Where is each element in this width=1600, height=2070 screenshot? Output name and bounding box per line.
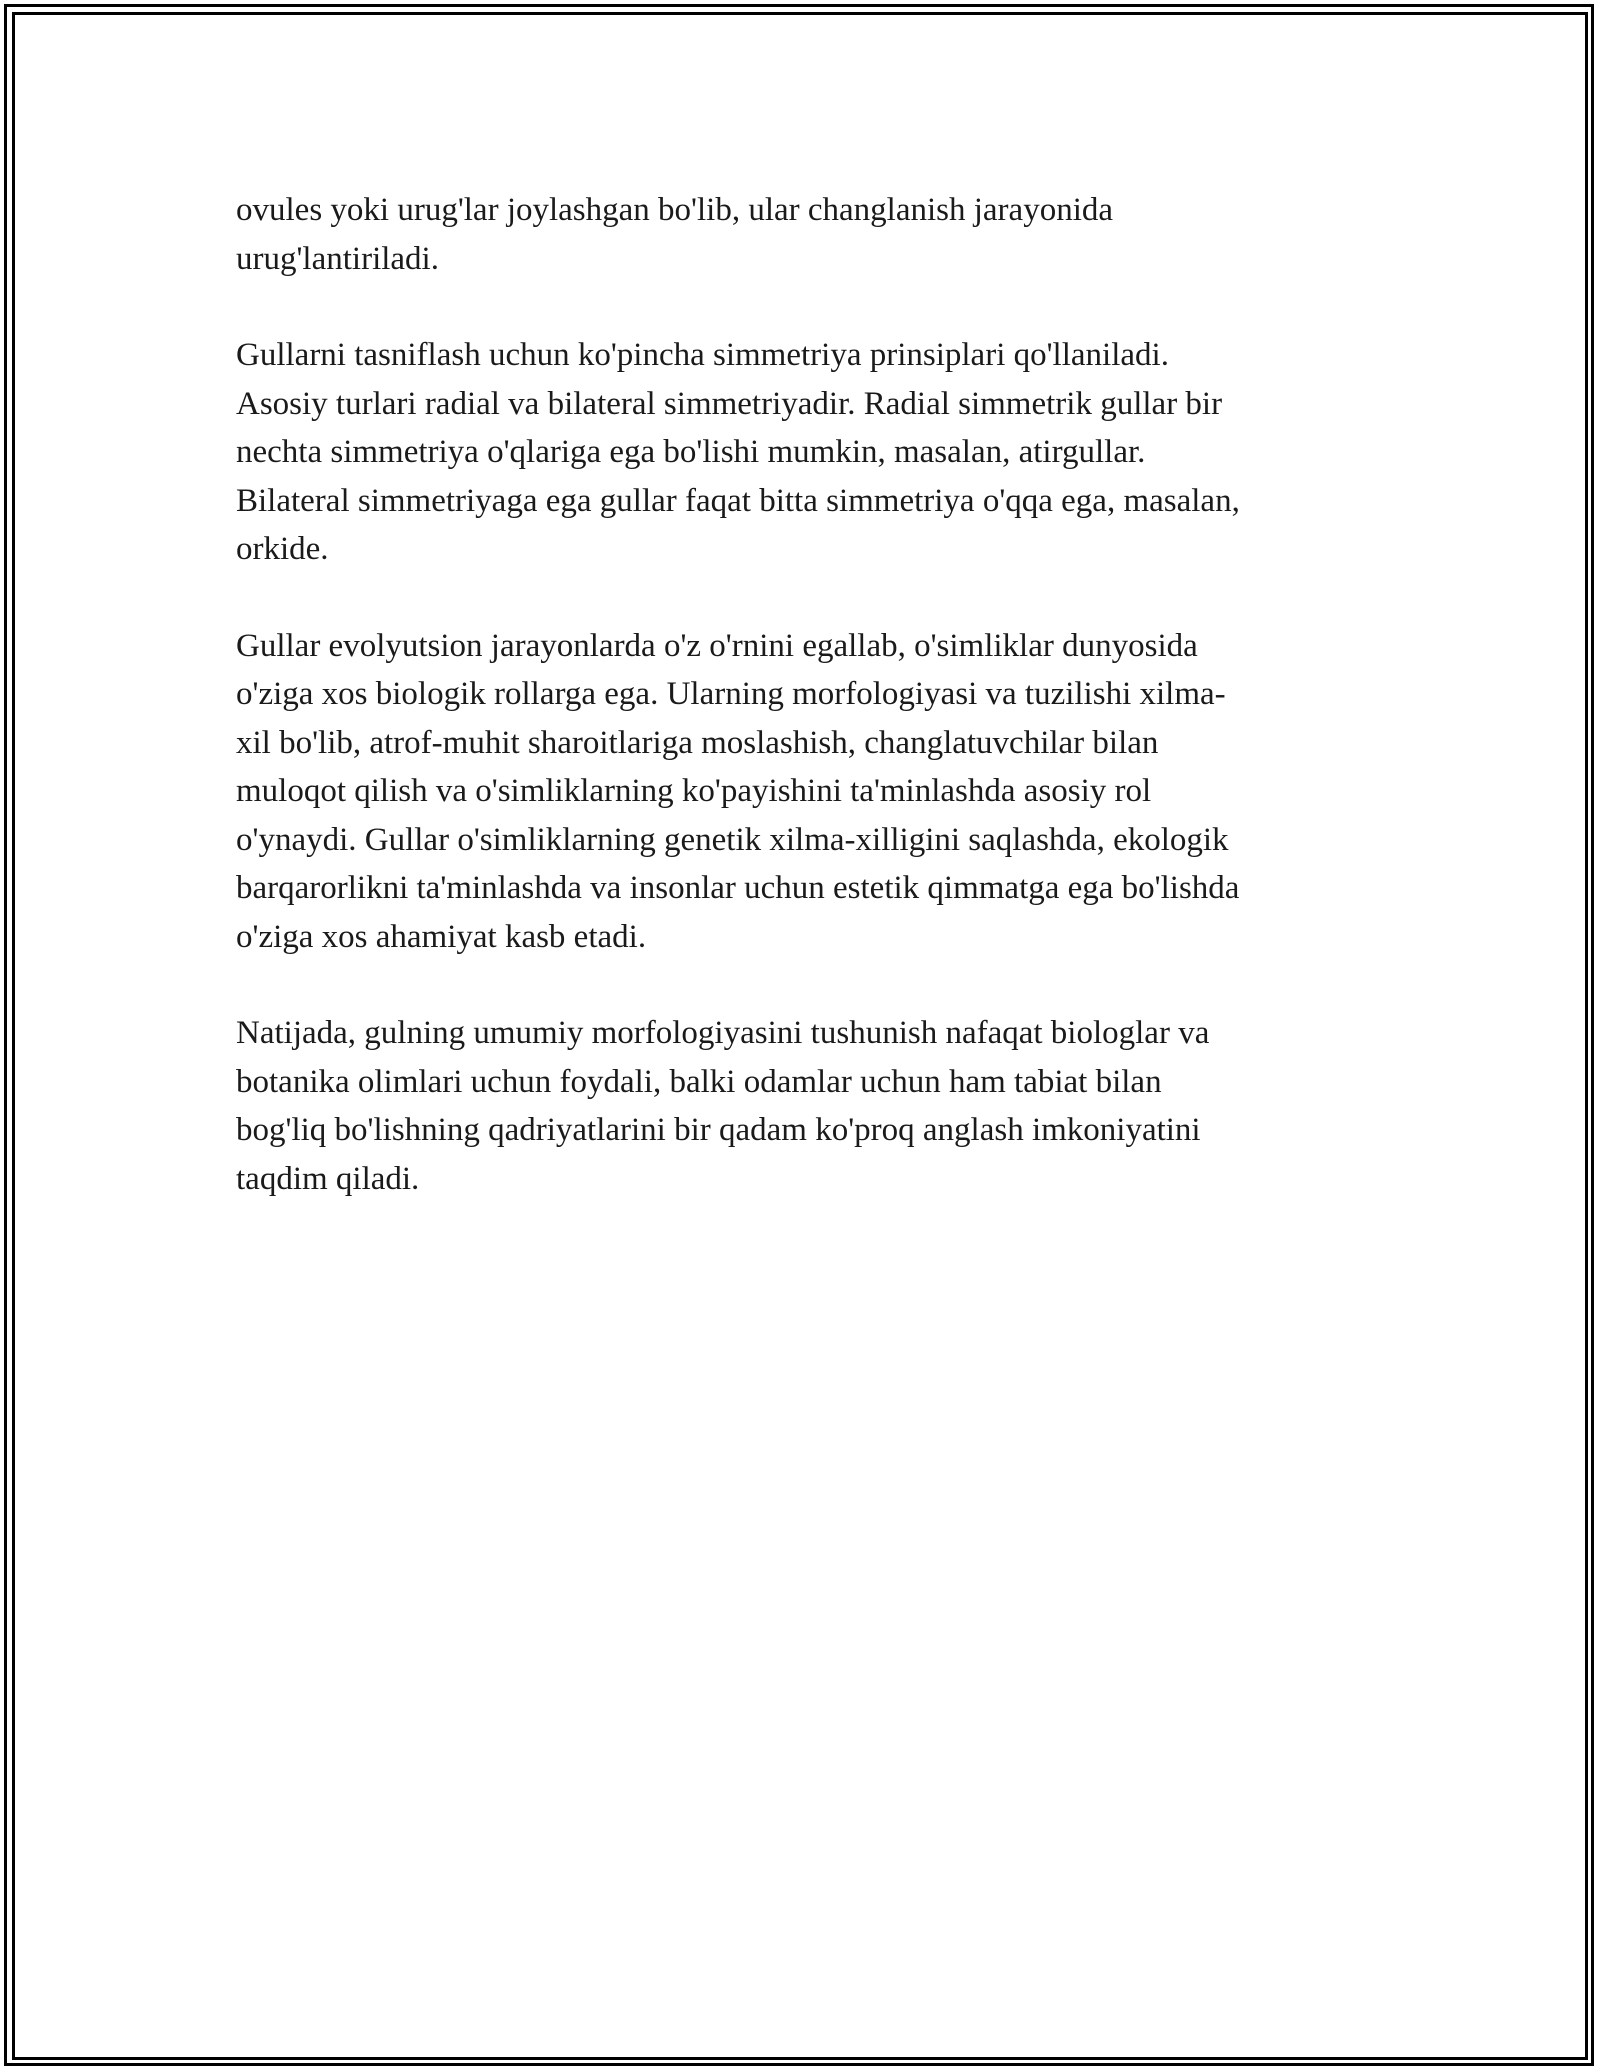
paragraph-symmetry: Gullarni tasniflash uchun ko'pincha simmetriya prinsiplari qo'llaniladi. Asosiy turlari radial va bilateral simmetriyadir. Radial simmetrik gullar bir nechta simmetriya o'qlariga ega bo'lishi mumkin, masalan, atirgullar. Bilateral simmetriyaga ega gullar faqat bitta simmetriya o'qqa ega, masalan, orkide. bbox=[236, 337, 1240, 567]
document-body bbox=[236, 186, 1366, 1251]
paragraph-ovules: ovules yoki urug'lar joylashgan bo'lib, ular changlanish jarayonida urug'lantiriladi. bbox=[236, 192, 1114, 277]
paragraph-evolution: Gullar evolyutsion jarayonlarda o'z o'rnini egallab, o'simliklar dunyosida o'ziga xos biologik rollarga ega. Ularning morfologiyasi va tuzilishi xilma- xil bo'lib, atrof-muhit sharoitlariga moslashish, changlatuvchilar bilan muloqot qilish va o'simliklarning ko'payishini ta'minlashda asosiy rol o'ynaydi. Gullar o'simliklarning genetik xilma-xilligini saqlashda, ekologik barqarorlikni ta'minlashda va insonlar uchun estetik qimmatga ega bo'lishda o'ziga xos ahamiyat kasb etadi. bbox=[236, 627, 1240, 955]
paragraph-conclusion: Natijada, gulning umumiy morfologiyasini tushunish nafaqat biologlar va botanika olimlari uchun foydali, balki odamlar uchun ham tabiat bilan bog'liq bo'lishning qadriyatlarini bir qadam ko'proq anglash imkoniyatini taqdim qiladi. bbox=[236, 1015, 1210, 1197]
